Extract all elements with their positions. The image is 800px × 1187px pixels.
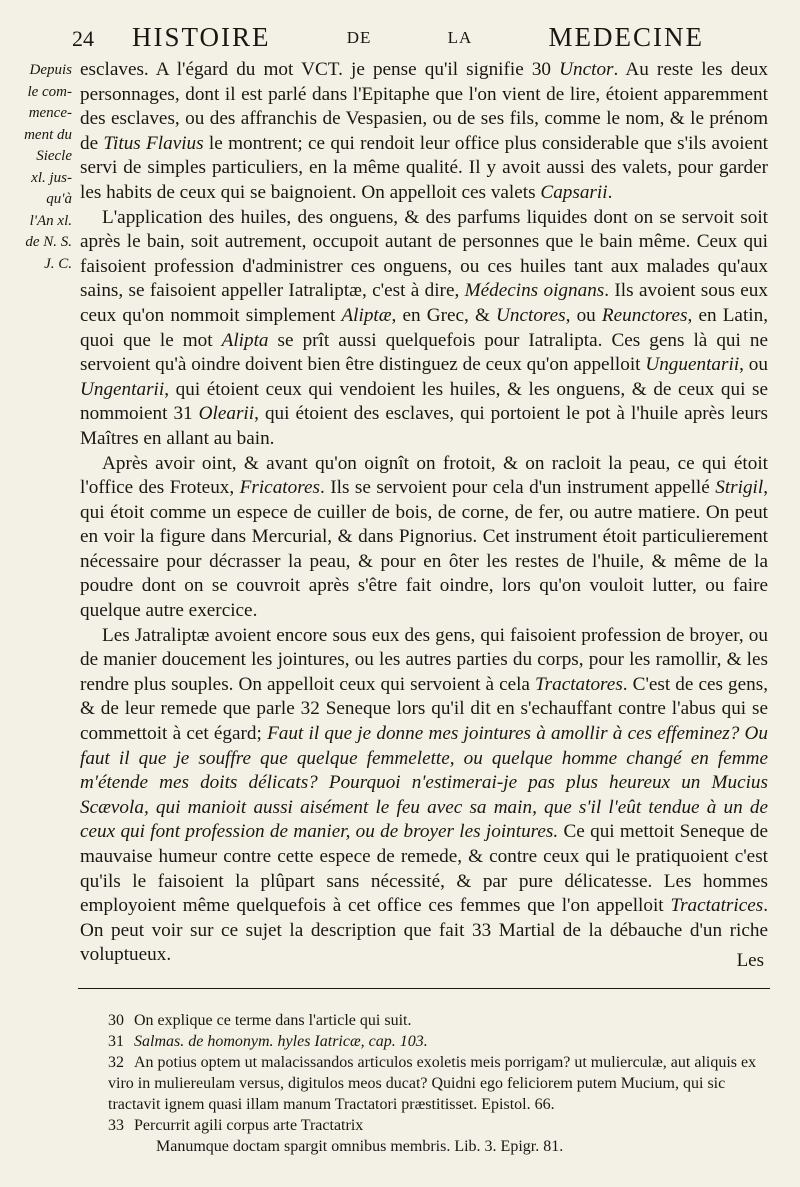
footnote-number: 30 [108, 1012, 124, 1029]
text-run: se prît aussi quelquefois pour Iatralipta. Ces gens là qui ne servoient qu'à oindre doivent bien être distinguez de ceux qu'on appelloit [80, 329, 768, 376]
footnote-text: Salmas. de homonym. hyles Iatricæ, cap. 103. [134, 1033, 428, 1050]
italic-text: Strigil [715, 477, 764, 499]
margin-note-line: xl. jus- [31, 169, 72, 186]
italic-text: Olearii [198, 403, 255, 425]
text-run: . Ils se servoient pour cela d'un instrument appellé [319, 477, 716, 499]
catchword: Les [736, 950, 764, 971]
text-run: , qui étoient ceux qui vendoient les huiles, & les onguens, & de ceux qui se nommoient 31 [80, 378, 768, 425]
italic-text: Capsarii [540, 181, 608, 203]
text-run: . Au reste les deux personnages, dont il est parlé dans l'Epitaphe que l'on vient de lire, étoient apparemment des esclaves, ou des affranchis de Vespasien, ou de ses fils, comme le nom, & le prénom de [80, 59, 768, 154]
text-run: le montrent; ce qui rendoit leur office plus considerable que s'ils avoient servi de simples particuliers, en la même qualité. Il y avoit aussi des valets, pour garder les habits de ceux qui se baignoient. On appelloit ces valets [80, 132, 769, 203]
footnote-text: On explique ce terme dans l'article qui suit. [134, 1012, 412, 1029]
paragraph [80, 58, 768, 206]
text-run: Les Jatraliptæ avoient encore sous eux des gens, qui faisoient profession de broyer, ou de manier doucement les jointures, ou les autres parties du corps, pour les ramollir, & les rendre plus souples. On appelloit ceux qui servoient à cela [80, 624, 768, 695]
footnote [108, 1052, 766, 1115]
italic-text: Faut il que je donne mes jointures à amollir à ces effeminez? Ou faut il que je souffre que quelque femmelette, ou quelque homme changé en femme m'étende mes doits délicats? Pourquoi n'estimerai-je pas plus heureux un Mucius Scævola, qui manioit aussi aisément le feu avec sa main, que s'il l'eût tendue à un de ceux qui font profession de manier, ou de broyer les jointures. [80, 723, 768, 843]
text-run: . [607, 181, 613, 203]
italic-text: Alipta [221, 329, 269, 351]
margin-note-line: Depuis [29, 62, 72, 78]
footnote-verse-line: Manumque doctam spargit omnibus membris. Lib. 3. Epigr. 81. [156, 1138, 564, 1155]
paragraph [80, 624, 768, 968]
margin-note-line: Siecle [36, 148, 72, 164]
margin-note-line: qu'à [46, 191, 72, 207]
italic-text: Titus Flavius [103, 132, 204, 154]
italic-text: Médecins oignans [464, 280, 605, 302]
text-run: esclaves. A l'égard du mot VCT. je pense qu'il signifie 30 [80, 59, 560, 80]
title-word-la: LA [447, 27, 473, 47]
margin-note-line: J. C. [44, 255, 72, 272]
paragraph [80, 206, 768, 452]
running-header [72, 22, 704, 53]
margin-note-line: le com- [27, 83, 72, 100]
title-word-medecine: MEDECINE [548, 22, 704, 52]
italic-text: Unctor [559, 59, 614, 80]
italic-text: Fricatores [239, 477, 320, 499]
text-run: , ou [739, 354, 768, 376]
margin-note-line: ment du [24, 126, 72, 143]
footnotes [108, 1010, 766, 1157]
footnote-number: 33 [108, 1117, 124, 1134]
paragraph [80, 452, 768, 624]
footnote-text: Percurrit agili corpus arte Tractatrix [134, 1117, 364, 1134]
margin-note-line: de N. S. [25, 234, 72, 250]
footnote [108, 1115, 766, 1136]
text-run: . On peut voir sur ce sujet la description que fait 33 Martial de la débauche d'un riche voluptueux. [80, 895, 768, 966]
footnote-rule [78, 988, 770, 989]
italic-text: Unctores [496, 304, 566, 326]
text-run: . C'est de ces gens, & de leur remede que parle 32 Seneque lors qu'il dit en s'echauffant contre l'abus qui se commettoit à cet égard; [80, 673, 768, 745]
text-run: , qui étoit comme un espece de cuiller de bois, de corne, de fer, ou autre matiere. On peut en voir la figure dans Mercurial, & dans Pignorius. Cet instrument étoit particulierement nécessaire pour décrasser la peau, & pour en ôter les restes de l'huile, & même de la poudre dont on se couvroit après s'être fait oindre, lors qu'on vouloit lutter, ou faire quelque autre exercice. [80, 477, 769, 622]
italic-text: Ungentarii [80, 378, 165, 400]
italic-text: Unguentarii [645, 354, 740, 376]
italic-text: Tractatrices [670, 895, 764, 917]
text-run: , en Grec, & [391, 304, 497, 326]
footnote [108, 1010, 766, 1031]
text-run: Ce qui mettoit Seneque de mauvaise humeur contre cette espece de remede, & contre ceux qui le pratiquoient c'est qu'ils le faisoient la plûpart sans nécessité, & par pure délicatesse. Les hommes employoient même quelquefois à cet office ces femmes que l'on appelloit [80, 821, 768, 917]
text-run: . Ils avoient sous eux ceux qu'on nommoit simplement [80, 280, 768, 326]
margin-note-line: mence- [28, 105, 72, 121]
title-word-histoire: HISTOIRE [132, 22, 271, 52]
running-title [132, 22, 704, 53]
footnote-number: 31 [108, 1033, 124, 1050]
italic-text: Tractatores [535, 673, 623, 695]
title-word-de: DE [346, 27, 372, 47]
italic-text: Reunctores [601, 304, 688, 326]
margin-note [8, 60, 72, 275]
footnote [108, 1031, 766, 1052]
margin-note-line: l'An xl. [29, 212, 72, 229]
text-run: , en Latin, quoi que le mot [80, 304, 769, 351]
text-run: L'application des huiles, des onguens, & des parfums liquides dont on se servoit soit après le bain, soit autrement, occupoit autant de personnes que le bain même. Ceux qui faisoient profession d'administrer ces onguens, ou ces huiles tant aux malades qu'aux sains, se faisoient appeller Iatraliptæ, c'est à dire, [80, 206, 768, 302]
italic-text: Aliptæ [341, 304, 392, 326]
footnote-number: 32 [108, 1054, 124, 1071]
main-text [80, 58, 768, 968]
text-run: , qui étoient des esclaves, qui portoient le pot à l'huile après leurs Maîtres en allant au bain. [80, 403, 768, 449]
page-number: 24 [72, 26, 94, 51]
text-run: Après avoir oint, & avant qu'on oignît on frotoit, & on racloit la peau, ce qui étoit l'office des Froteux, [80, 452, 768, 499]
text-run: , ou [565, 304, 602, 326]
footnote-text: An potius optem ut malacissandos articulos exoletis meis porrigam? ut mulierculæ, aut aliquis ex viro in muliereulam versus, digitulos meos ducat? Quidni ego feliciorem putem Mucium, qui sic tractavit ignem quasi illam manum Tractatori præstitisset. Epistol. 66. [108, 1054, 757, 1113]
